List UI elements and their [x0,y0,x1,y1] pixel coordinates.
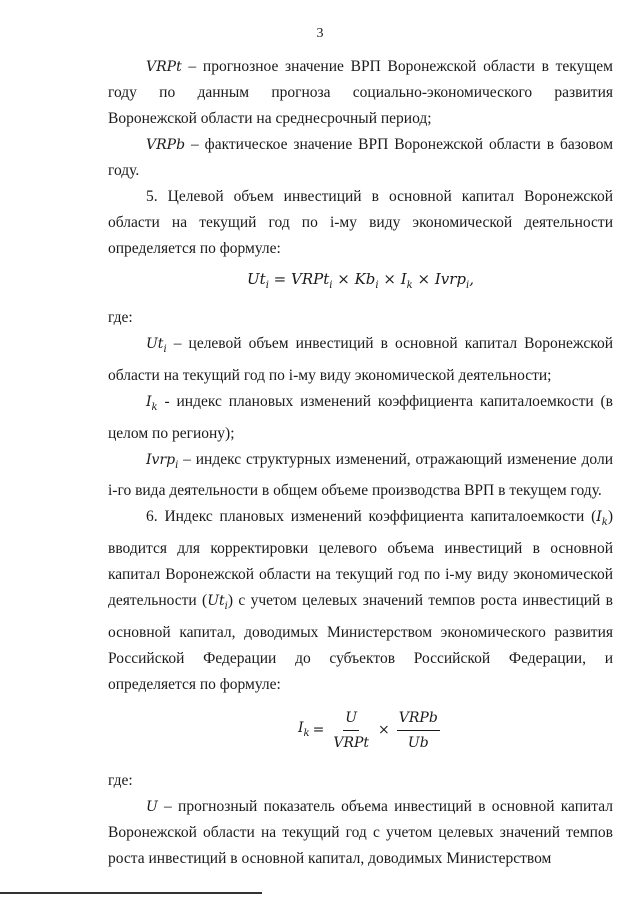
definition-ik: $I_k$ - индекс плановых изменений коэффициента капиталоемкости (в целом по региону); [108,392,613,442]
symbol-u: U [146,798,158,815]
definition-uti: $Ut_i$ – целевой объем инвестиций в основной капитал Воронежской области на текущий год по i-му виду экономической деятельности; [108,335,613,384]
symbol-ik: $I_k$ [146,393,158,413]
document-body [108,54,613,872]
symbol-vrpt: VRPt [146,59,182,75]
symbol-vrpb: VRPb [146,137,186,153]
paragraph-5: 5. Целевой объем инвестиций в основной капитал Воронежской области на текущий год по i-му виду экономической деятельности определяется по формуле: [108,188,613,257]
definition-u: U – прогнозный показатель объема инвестиций в основной капитал Воронежской области на текущий год с учетом целевых значений темпов роста инвестиций в основной капитал, доводимых Министерством [108,797,613,867]
formula-ik-lhs: $I_k$ [298,719,310,739]
definition-ivrp: Ivrp$_i$ – индекс структурных изменений, отражающий изменение доли i-го вида деятельности в общем объеме производства ВРП в текущем году. [108,450,613,500]
fraction-vrpb-over-ub: $\frac{\text{VRPb}}{Ub}$ [398,709,438,751]
bottom-rule [0,892,262,894]
formula-ik: $I_k$ = $\frac{U}{\text{VRPt}}$ × $\frac{\text{VRPb}}{Ub}$ [298,709,438,751]
where-label-2: где: [108,771,133,789]
paragraph-6: 6. Индекс плановых изменений коэффициента капиталоемкости $(I_k)$ вводится для корректировки целевого объема инвестиций в основной капитал Воронежской области на текущий год по i-му виду экономической деятельности $(Ut_i)$ с учетом целевых значений темпов роста инвестиций в основной капитал, доводимых Министерством экономического развития Российской Федерации до субъектов Российской Федерации, и определяется по формуле: [108,508,613,693]
definition-vrpt: VRPt – прогнозное значение ВРП Воронежской области в текущем году по данным прогноза социально-экономического развития Воронежской области на среднесрочный период; [108,58,613,127]
definition-vrpb: VRPb – фактическое значение ВРП Воронежской области в базовом году. [108,136,613,179]
page-number: 3 [316,26,324,41]
symbol-ivrp: Ivrp$_i$ [146,451,179,471]
symbol-uti: $Ut_i$ [146,336,167,355]
formula-ut: $Ut_i$ = VRPt$_i$ × $Kb_i \times I_k$ × Ivrp$_i$, [247,270,474,291]
fraction-u-over-vrpt: $\frac{U}{\text{VRPt}}$ [333,709,370,751]
where-label-1: где: [108,309,133,326]
